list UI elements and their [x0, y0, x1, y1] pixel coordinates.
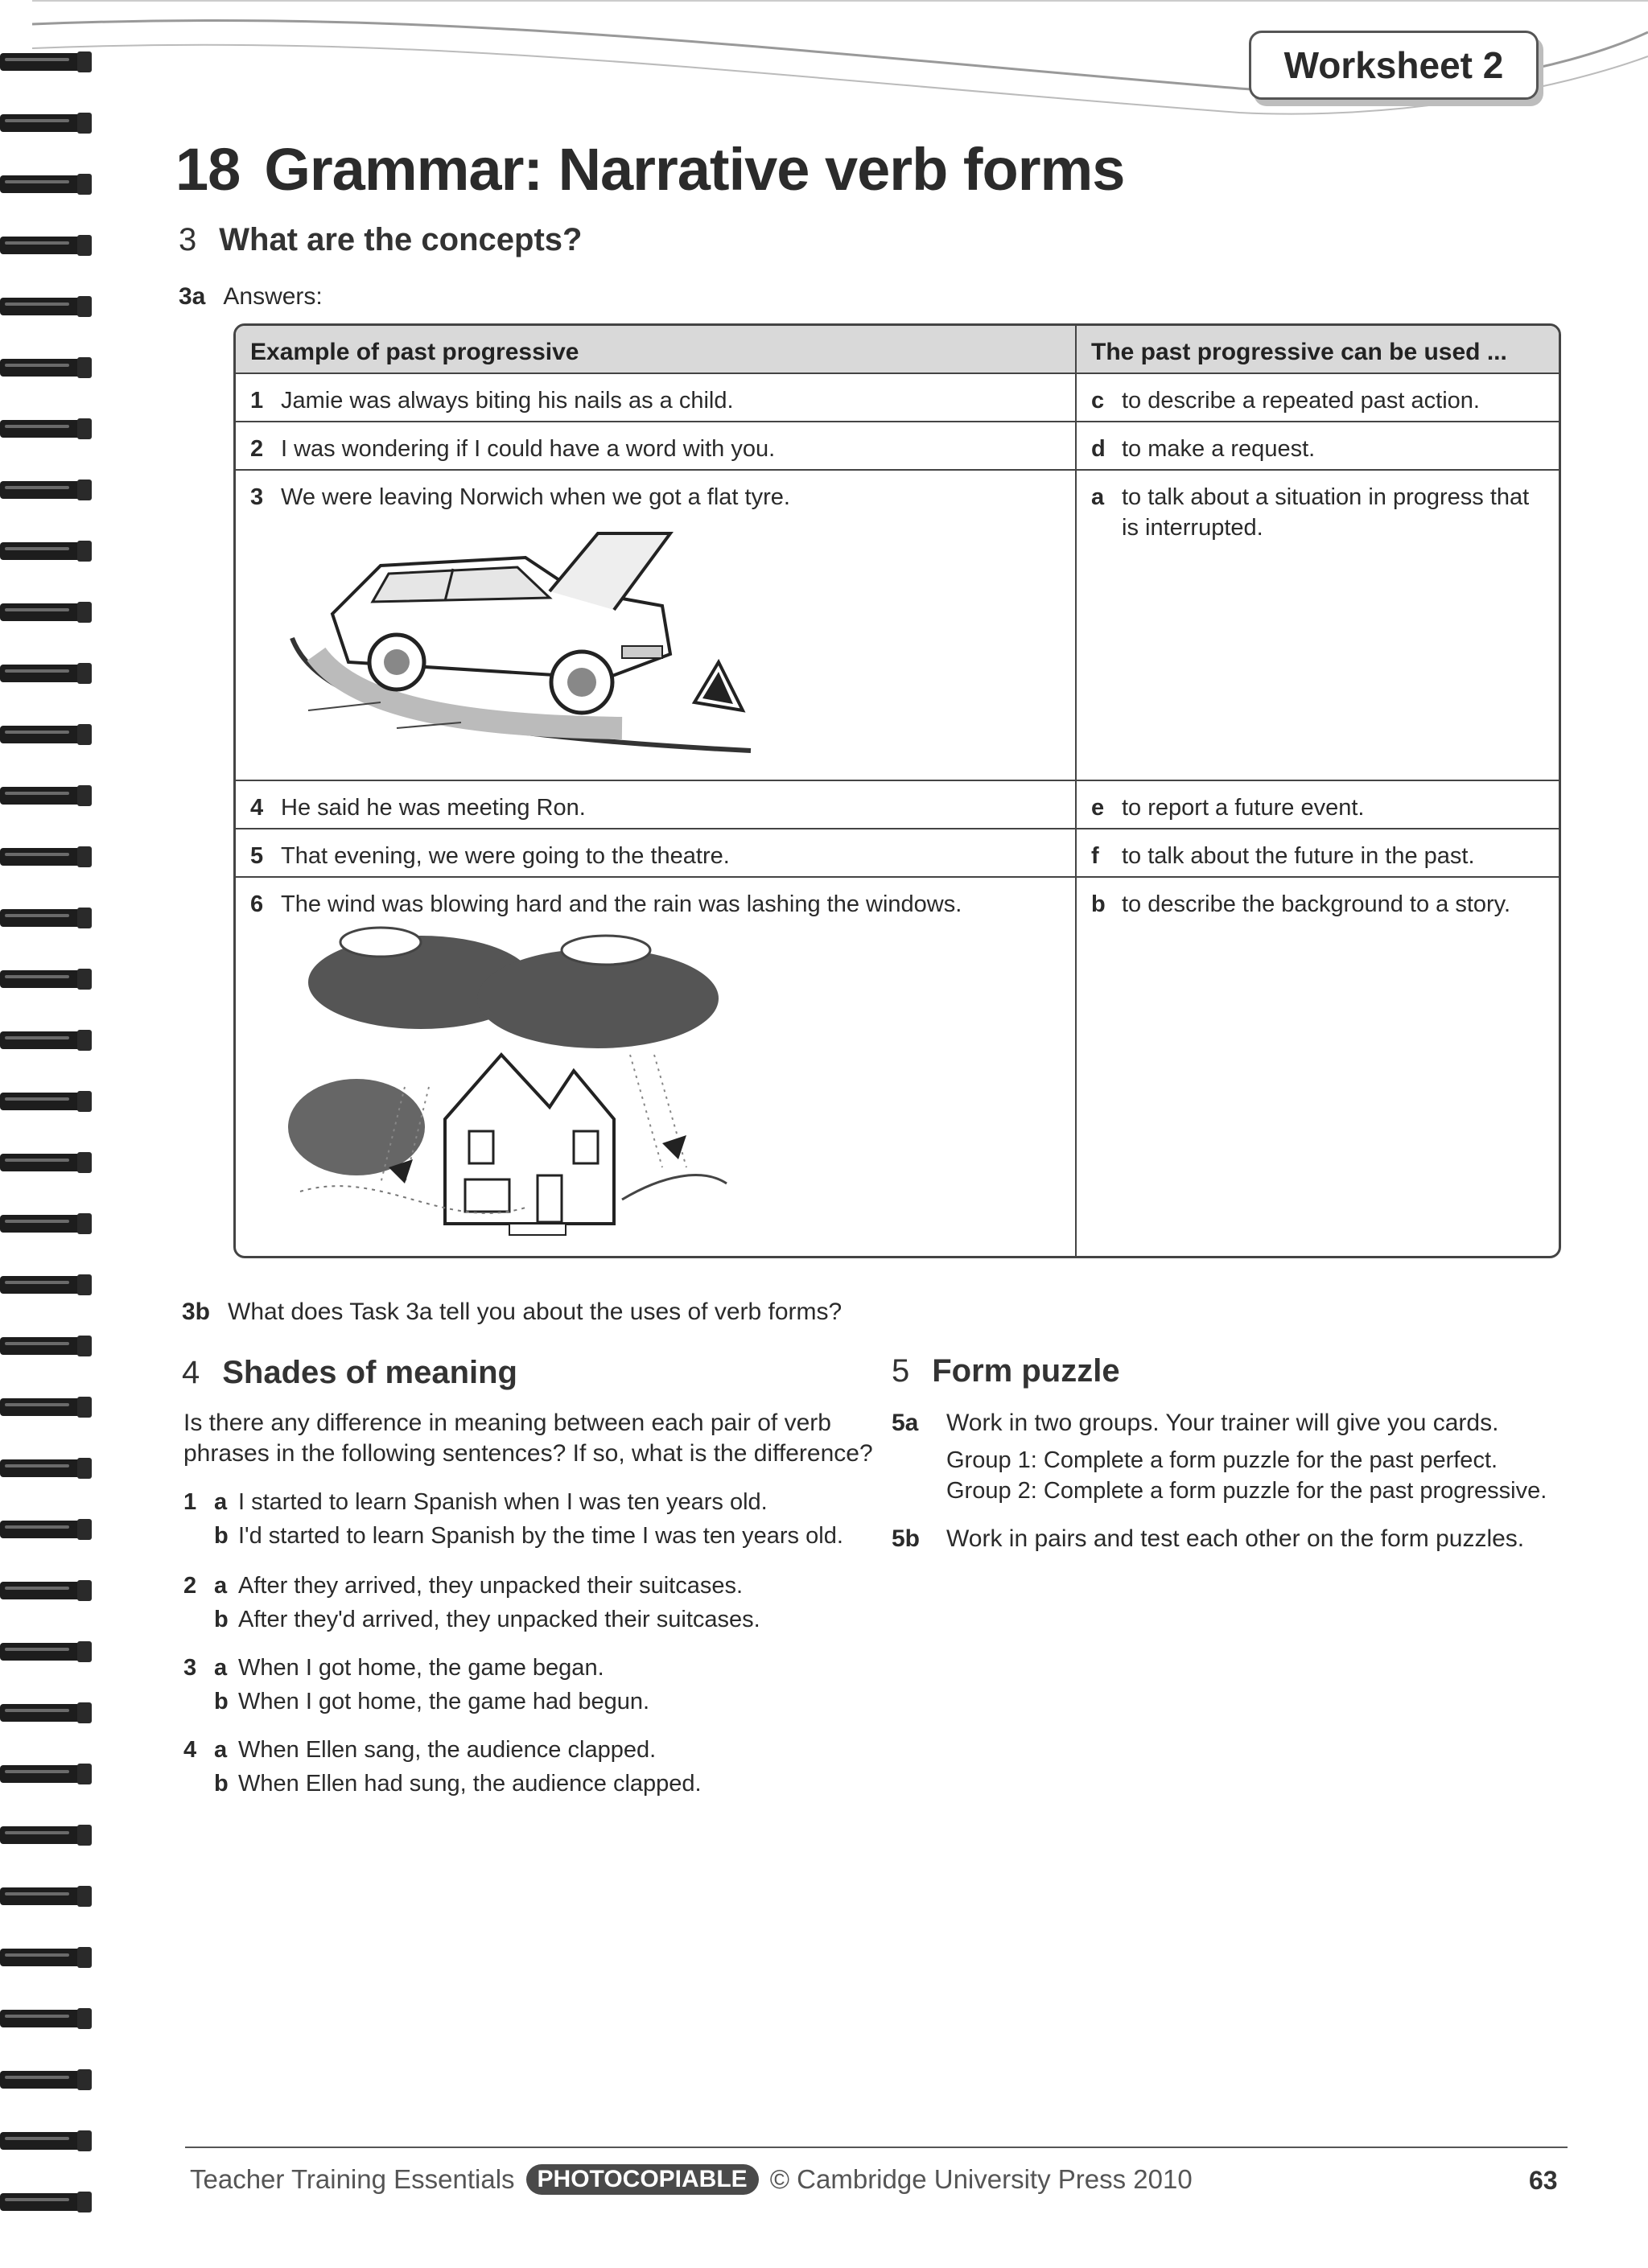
item-a-text: When Ellen sang, the audience clapped.: [238, 1737, 657, 1763]
spiral-coil: [0, 171, 90, 198]
item-a-text: After they arrived, they unpacked their suitcases.: [238, 1573, 744, 1599]
item-a-label: a: [214, 1489, 228, 1515]
item-b-text: After they'd arrived, they unpacked their suitcases.: [238, 1607, 760, 1632]
spiral-coil: [0, 1210, 90, 1237]
row-key: b: [1091, 891, 1106, 917]
table-row: [236, 471, 1559, 781]
section-4-number: 4: [182, 1355, 200, 1390]
spiral-coil: [0, 2066, 90, 2093]
list-item: [183, 1569, 892, 1636]
row-use: to describe the background to a story.: [1122, 891, 1511, 917]
section-5-title: Form puzzle: [932, 1353, 1120, 1389]
subtask-5b-text: Work in pairs and test each other on the form puzzles.: [946, 1525, 1525, 1552]
spiral-coil: [0, 660, 90, 687]
section-3-heading: [179, 222, 582, 258]
spiral-coil: [0, 1332, 90, 1360]
table-header-use: The past progressive can be used ...: [1091, 339, 1507, 365]
subtask-5a-group-1: Group 1: Complete a form puzzle for the past perfect.: [946, 1447, 1498, 1473]
spiral-coil: [0, 843, 90, 871]
item-b-label: b: [214, 1689, 229, 1714]
answers-table: [233, 323, 1561, 1258]
spiral-coil: [0, 1027, 90, 1054]
spiral-coil: [0, 2005, 90, 2032]
item-a-label: a: [214, 1655, 228, 1681]
section-4-intro: Is there any difference in meaning between each pair of verb phrases in the following sentences? If so, what is the difference?: [183, 1410, 873, 1467]
section-4-title: Shades of meaning: [222, 1355, 517, 1390]
spiral-coil: [0, 782, 90, 809]
spiral-coil: [0, 599, 90, 626]
worksheet-label: Worksheet 2: [1283, 44, 1504, 86]
item-a-text: I started to learn Spanish when I was ten years old.: [238, 1489, 768, 1515]
item-number: 2: [183, 1573, 197, 1599]
spiral-coil: [0, 1944, 90, 1971]
subtask-3b-text: What does Task 3a tell you about the uses of verb forms?: [228, 1299, 843, 1325]
car-flat-tyre-icon: [284, 517, 767, 767]
list-item: [183, 1651, 892, 1718]
spiral-coil: [0, 1638, 90, 1665]
page-title: [175, 135, 1124, 204]
spiral-coil: [0, 537, 90, 565]
subtask-3b: [182, 1299, 842, 1326]
spiral-coil: [0, 721, 90, 748]
house-storm-icon: [284, 926, 735, 1248]
footer-book-title: Teacher Training Essentials: [190, 2164, 515, 2194]
spiral-binding: [0, 48, 97, 2221]
row-example: I was wondering if I could have a word with you.: [281, 436, 776, 462]
spiral-coil: [0, 1699, 90, 1727]
title-text: Grammar: Narrative verb forms: [264, 136, 1125, 203]
table-row: [236, 878, 1559, 1258]
spiral-coil: [0, 965, 90, 993]
section-3-title: What are the concepts?: [219, 222, 583, 257]
spiral-coil: [0, 476, 90, 504]
row-example: Jamie was always biting his nails as a child.: [281, 388, 734, 414]
row-key: c: [1091, 388, 1105, 414]
spiral-coil: [0, 1393, 90, 1421]
spiral-coil: [0, 904, 90, 932]
spiral-coil: [0, 1271, 90, 1299]
spiral-coil: [0, 1455, 90, 1482]
spiral-coil: [0, 1883, 90, 1910]
spiral-coil: [0, 2188, 90, 2216]
spiral-coil: [0, 415, 90, 442]
item-b-label: b: [214, 1523, 229, 1549]
row-use: to make a request.: [1122, 436, 1316, 462]
title-number: 18: [175, 136, 241, 203]
subtask-5a-text: Work in two groups. Your trainer will give you cards.: [946, 1410, 1499, 1436]
item-number: 1: [183, 1489, 197, 1515]
row-key: d: [1091, 436, 1106, 462]
item-number: 3: [183, 1655, 197, 1681]
spiral-coil: [0, 1088, 90, 1115]
row-number: 5: [250, 843, 264, 869]
row-key: e: [1091, 795, 1105, 821]
item-b-label: b: [214, 1607, 229, 1632]
row-key: a: [1091, 484, 1105, 510]
page-number: 63: [1529, 2166, 1558, 2195]
subtask-5b-label: 5b: [892, 1525, 921, 1552]
item-b-text: I'd started to learn Spanish by the time I was ten years old.: [238, 1523, 843, 1549]
spiral-coil: [0, 293, 90, 320]
row-number: 1: [250, 388, 264, 414]
worksheet-tab: [1249, 31, 1539, 100]
row-number: 3: [250, 484, 264, 510]
item-b-text: When I got home, the game had begun.: [238, 1689, 650, 1714]
row-use: to talk about a situation in progress that is interrupted.: [1122, 484, 1530, 541]
row-use: to describe a repeated past action.: [1122, 388, 1480, 414]
row-example: The wind was blowing hard and the rain was lashing the windows.: [281, 891, 962, 917]
list-item: [183, 1485, 892, 1553]
row-key: f: [1091, 843, 1099, 869]
table-row: [236, 781, 1559, 829]
table-row: [236, 422, 1559, 471]
row-example: We were leaving Norwich when we got a flat tyre.: [281, 484, 790, 510]
section-4-heading: [182, 1355, 517, 1391]
subtask-5b: [892, 1524, 1551, 1554]
table-header-example: Example of past progressive: [236, 326, 1077, 373]
subtask-3a-text: Answers:: [223, 283, 323, 310]
item-b-text: When Ellen had sung, the audience clapped.: [238, 1771, 702, 1797]
subtask-5a: [892, 1408, 1551, 1439]
subtask-5a-label: 5a: [892, 1410, 919, 1436]
row-use: to talk about the future in the past.: [1122, 843, 1475, 869]
footer-copyright: © Cambridge University Press 2010: [769, 2164, 1193, 2194]
subtask-3b-label: 3b: [182, 1299, 211, 1325]
spiral-coil: [0, 2127, 90, 2155]
item-number: 4: [183, 1737, 197, 1763]
spiral-coil: [0, 1821, 90, 1849]
row-number: 2: [250, 436, 264, 462]
row-number: 6: [250, 891, 264, 917]
table-row: [236, 829, 1559, 878]
footer-divider: [185, 2147, 1568, 2148]
list-item: [183, 1733, 892, 1801]
row-number: 4: [250, 795, 264, 821]
footer: [190, 2164, 1193, 2195]
photocopiable-badge: PHOTOCOPIABLE: [526, 2164, 759, 2195]
table-row: [236, 374, 1559, 422]
row-example: That evening, we were going to the theatre.: [281, 843, 730, 869]
row-example: He said he was meeting Ron.: [281, 795, 586, 821]
section-5-heading: [892, 1353, 1120, 1389]
spiral-coil: [0, 1577, 90, 1604]
spiral-coil: [0, 232, 90, 259]
spiral-coil: [0, 1149, 90, 1176]
spiral-coil: [0, 354, 90, 381]
subtask-3a: [179, 283, 323, 311]
section-5-number: 5: [892, 1353, 910, 1389]
subtask-3a-label: 3a: [179, 283, 206, 310]
subtask-5a-group-2: Group 2: Complete a form puzzle for the past progressive.: [946, 1478, 1547, 1504]
spiral-coil: [0, 1516, 90, 1543]
item-a-label: a: [214, 1573, 228, 1599]
section-3-number: 3: [179, 222, 197, 257]
item-a-text: When I got home, the game began.: [238, 1655, 604, 1681]
item-a-label: a: [214, 1737, 228, 1763]
item-b-label: b: [214, 1771, 229, 1797]
row-use: to report a future event.: [1122, 795, 1365, 821]
table-header-row: [236, 326, 1559, 374]
spiral-coil: [0, 1760, 90, 1788]
